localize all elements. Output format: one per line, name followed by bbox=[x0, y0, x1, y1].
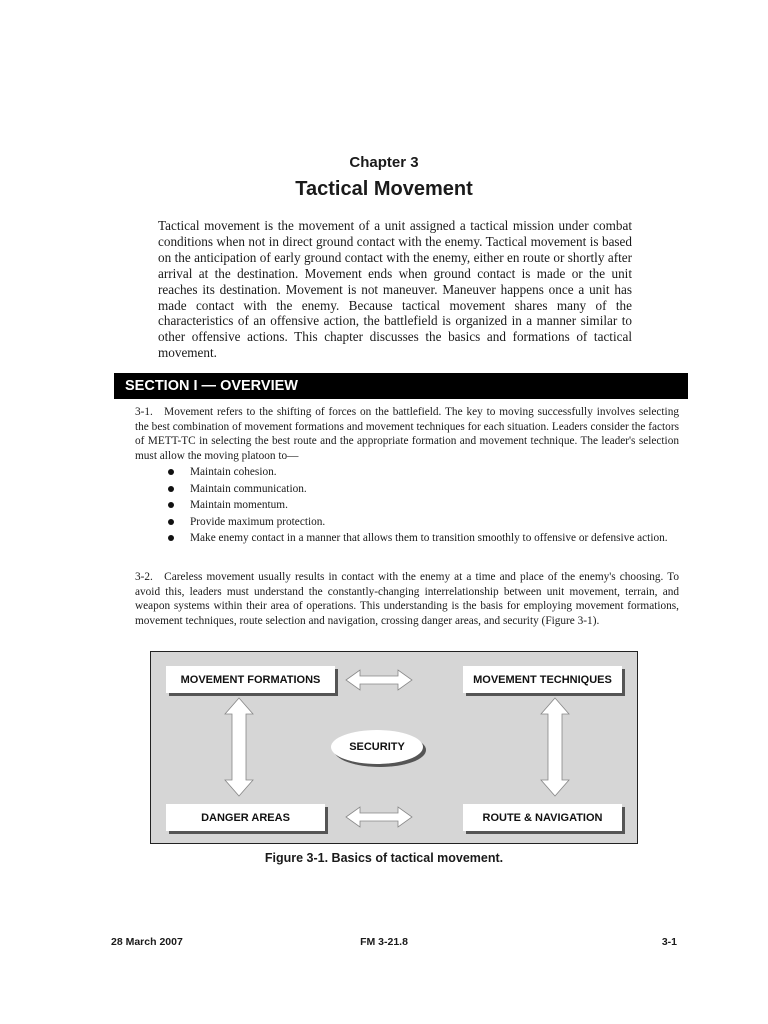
list-item-text: Make enemy contact in a manner that allows them to transition smoothly to offensive or defensive action. bbox=[190, 532, 668, 545]
node-movement-formations: MOVEMENT FORMATIONS bbox=[166, 666, 335, 693]
chapter-number: Chapter 3 bbox=[349, 154, 419, 171]
figure-diagram bbox=[150, 651, 638, 844]
footer-page-number: 3-1 bbox=[661, 936, 677, 948]
node-danger-areas: DANGER AREAS bbox=[166, 804, 325, 831]
double-arrow-icon bbox=[346, 807, 412, 827]
footer-date: 28 March 2007 bbox=[111, 936, 183, 948]
list-item-text: Maintain momentum. bbox=[190, 499, 288, 512]
double-arrow-icon bbox=[346, 670, 412, 690]
list-item bbox=[135, 515, 679, 530]
footer-manual: FM 3-21.8 bbox=[360, 936, 408, 948]
node-movement-techniques: MOVEMENT TECHNIQUES bbox=[463, 666, 622, 693]
bullet-icon bbox=[168, 486, 174, 492]
bullet-icon bbox=[168, 519, 174, 525]
double-arrow-icon bbox=[541, 698, 569, 796]
chapter-intro: Tactical movement is the movement of a unit assigned a tactical mission under combat conditions when not in direct ground contact with the enemy. Tactical movement is based on the anticipation of early ground contact with the enemy, either en route or shortly after arrival at the destination. Movement ends when ground contact is made or the unit reaches its destination. Movement is not maneuver. Maneuver happens once a unit has made contact with the enemy. Because tactical movement shares many of the characteristics of an offensive action, the battlefield is organized in a manner similar to other offensive actions. This chapter discusses the basics and formations of tactical movement. bbox=[158, 218, 632, 361]
double-arrow-icon bbox=[225, 698, 253, 796]
bullet-icon bbox=[168, 502, 174, 508]
list-item-text: Provide maximum protection. bbox=[190, 515, 326, 528]
list-item bbox=[135, 531, 679, 546]
list-item bbox=[135, 465, 679, 480]
bullet-icon bbox=[168, 469, 174, 475]
list-item bbox=[135, 482, 679, 497]
paragraph-3-2: 3-2. Careless movement usually results in contact with the enemy at a time and place of the enemy's choosing. To avoid this, leaders must understand the constantly-changing interrelationship between unit movement, terrain, and weapon systems within their area of operations. This understanding is the basis for employing movement formations, movement techniques, route selection and navigation, crossing danger areas, and security (Figure 3-1). bbox=[135, 571, 679, 627]
section-title: SECTION I — OVERVIEW bbox=[125, 378, 298, 394]
figure-caption: Figure 3-1. Basics of tactical movement. bbox=[264, 851, 504, 865]
bullet-list bbox=[135, 465, 679, 548]
list-item bbox=[135, 498, 679, 513]
list-item-text: Maintain cohesion. bbox=[190, 466, 277, 478]
node-security: SECURITY bbox=[331, 730, 423, 764]
chapter-title: Tactical Movement bbox=[295, 178, 473, 200]
paragraph-3-1: 3-1. Movement refers to the shifting of forces on the battlefield. The key to moving successfully involves selecting the best combination of movement formations and movement techniques for each situation. Leaders consider the factors of METT-TC in selecting the best route and the appropriate formation and movement technique. The leader's selection must allow the moving platoon to— bbox=[135, 406, 679, 462]
list-item-text: Maintain communication. bbox=[190, 482, 307, 495]
node-route-navigation: ROUTE & NAVIGATION bbox=[463, 804, 622, 831]
bullet-icon bbox=[168, 535, 174, 541]
